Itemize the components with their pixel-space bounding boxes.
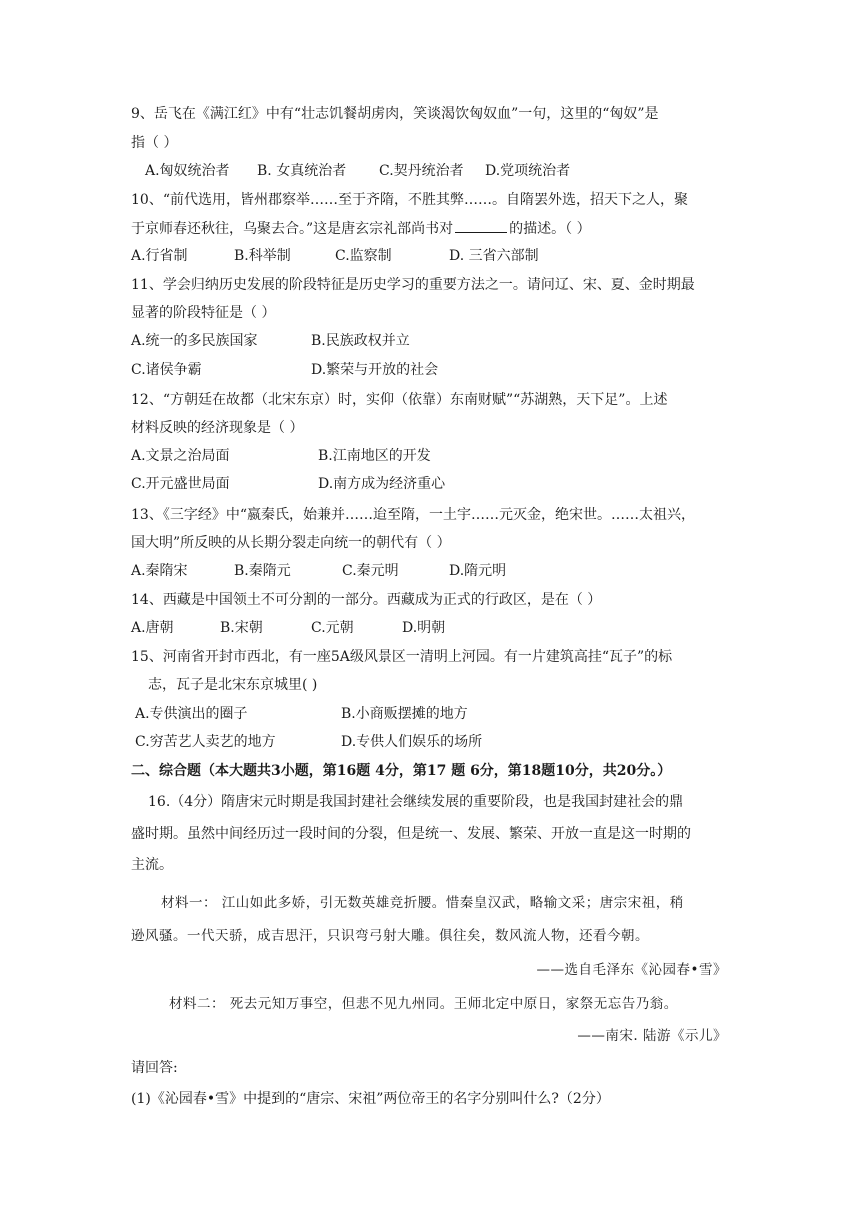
q11-option-b: B.民族政权并立 [311, 333, 410, 349]
q9-stem-line1: 9、岳飞在《满江红》中有“壮志饥餐胡虏肉，笑谈渴饮匈奴血”一句，这里的“匈奴”是 [131, 106, 659, 122]
q10-stem-line2 [131, 218, 591, 239]
q15-options-row2 [135, 732, 735, 752]
q10-stem-text-b: 的描述。（ ） [509, 221, 591, 237]
q11-stem-line1: 11、学会归纳历史发展的阶段特征是历史学习的重要方法之一。请问辽、宋、夏、金时期最 [131, 277, 695, 293]
q15-option-a: A.专供演出的圈子 [135, 706, 248, 722]
q14-option-a: A.唐朝 [131, 620, 174, 636]
q11-options-row2 [131, 360, 731, 380]
q9-option-c: C.契丹统治者 [379, 163, 464, 179]
q15-option-c: C.穷苦艺人卖艺的地方 [135, 734, 276, 750]
q10-blank [455, 218, 507, 233]
material2-source: ——南宋. 陆游《示儿》 [577, 1028, 727, 1044]
material2-line1: 材料二： 死去元知万事空，但悲不见九州同。王师北定中原日，家祭无忘告乃翁。 [169, 996, 678, 1012]
q13-option-d: D.隋元明 [449, 563, 507, 579]
q13-option-a: A.秦隋宋 [131, 563, 188, 579]
q11-option-a: A.统一的多民族国家 [131, 333, 258, 349]
q10-options [131, 246, 731, 266]
section2-heading: 二、综合题（本大题共3小题，第16题 4分，第17 题 6分，第18题10分，共20分。） [131, 763, 672, 779]
q14-option-c: C.元朝 [311, 620, 354, 636]
q13-options [131, 561, 731, 581]
q12-stem-line1: 12、“方朝廷在故都（北宋东京）时，实仰（依靠）东南财赋”“苏湖熟，天下足”。上述 [131, 392, 668, 408]
q11-stem-line2: 显著的阶段特征是（ ） [131, 305, 276, 321]
q14-stem-line1: 14、西藏是中国领土不可分割的一部分。西藏成为正式的行政区，是在（ ） [131, 592, 602, 608]
q16-subquestion-1: (1)《沁园春•雪》中提到的“唐宗、宋祖”两位帝王的名字分别叫什么?（2分） [131, 1091, 610, 1107]
q13-option-c: C.秦元明 [342, 563, 399, 579]
q12-stem-line2: 材料反映的经济现象是（ ） [131, 420, 304, 436]
q12-option-c: C.开元盛世局面 [131, 476, 230, 492]
q14-option-b: B.宋朝 [220, 620, 263, 636]
q10-stem-line1: 10、“前代选用，皆州郡察举……至于齐隋，不胜其弊……。自隋罢外选，招天下之人，聚 [131, 192, 688, 208]
q10-option-a: A.行省制 [131, 248, 188, 264]
q12-option-b: B.江南地区的开发 [318, 448, 431, 464]
q9-options [145, 161, 745, 181]
q10-option-c: C.监察制 [335, 248, 392, 264]
q13-stem-line2: 国大明”所反映的从长期分裂走向统一的朝代有（ ） [131, 535, 451, 551]
q10-option-b: B.科举制 [234, 248, 291, 264]
q14-option-d: D.明朝 [402, 620, 446, 636]
q9-stem-line2: 指（ ） [131, 135, 178, 151]
q13-stem-line1: 13、《三字经》中“嬴秦氏，始兼并……迨至隋，一土宇……元灭金，绝宋世。……太祖兴， [131, 507, 695, 523]
q9-option-b: B. 女真统治者 [257, 163, 347, 179]
q11-options-row1 [131, 331, 731, 351]
q15-option-b: B.小商贩摆摊的地方 [341, 706, 468, 722]
material1-line1: 材料一： 江山如此多娇，引无数英雄竞折腰。惜秦皇汉武，略输文采；唐宗宋祖，稍 [161, 895, 684, 911]
q12-options-row1 [131, 446, 731, 466]
q14-options [131, 618, 731, 638]
q12-options-row2 [131, 474, 731, 494]
q16-intro-line3: 主流。 [131, 857, 173, 873]
q12-option-a: A.文景之治局面 [131, 448, 230, 464]
q10-stem-text-a: 于京师春还秋往，乌聚去合。”这是唐玄宗礼部尚书对 [131, 221, 454, 237]
q12-option-d: D.南方成为经济重心 [318, 476, 446, 492]
q9-option-a: A.匈奴统治者 [145, 163, 230, 179]
q11-option-c: C.诸侯争霸 [131, 362, 202, 378]
q11-option-d: D.繁荣与开放的社会 [311, 362, 439, 378]
q13-option-b: B.秦隋元 [234, 563, 291, 579]
material1-source: ——选自毛泽东《沁园春•雪》 [536, 962, 727, 978]
q16-ask-label: 请回答: [131, 1060, 178, 1076]
q15-stem-line2: 志，瓦子是北宋东京城里( ) [148, 677, 318, 693]
q15-stem-line1: 15、河南省开封市西北，有一座5A级风景区一清明上河园。有一片建筑高挂“瓦子”的标 [131, 649, 673, 665]
q15-options-row1 [135, 704, 735, 724]
q16-intro-line1: 16.（4分）隋唐宋元时期是我国封建社会继续发展的重要阶段，也是我国封建社会的鼎 [148, 794, 684, 810]
q15-option-d: D.专供人们娱乐的场所 [341, 734, 483, 750]
q16-intro-line2: 盛时期。虽然中间经历过一段时间的分裂，但是统一、发展、繁荣、开放一直是这一时期的 [131, 826, 691, 842]
q10-option-d: D. 三省六部制 [449, 248, 539, 264]
q9-option-d: D.党项统治者 [485, 163, 571, 179]
material1-line2: 逊风骚。一代天骄，成吉思汗，只识弯弓射大雕。俱往矣，数风流人物，还看今朝。 [131, 928, 649, 944]
